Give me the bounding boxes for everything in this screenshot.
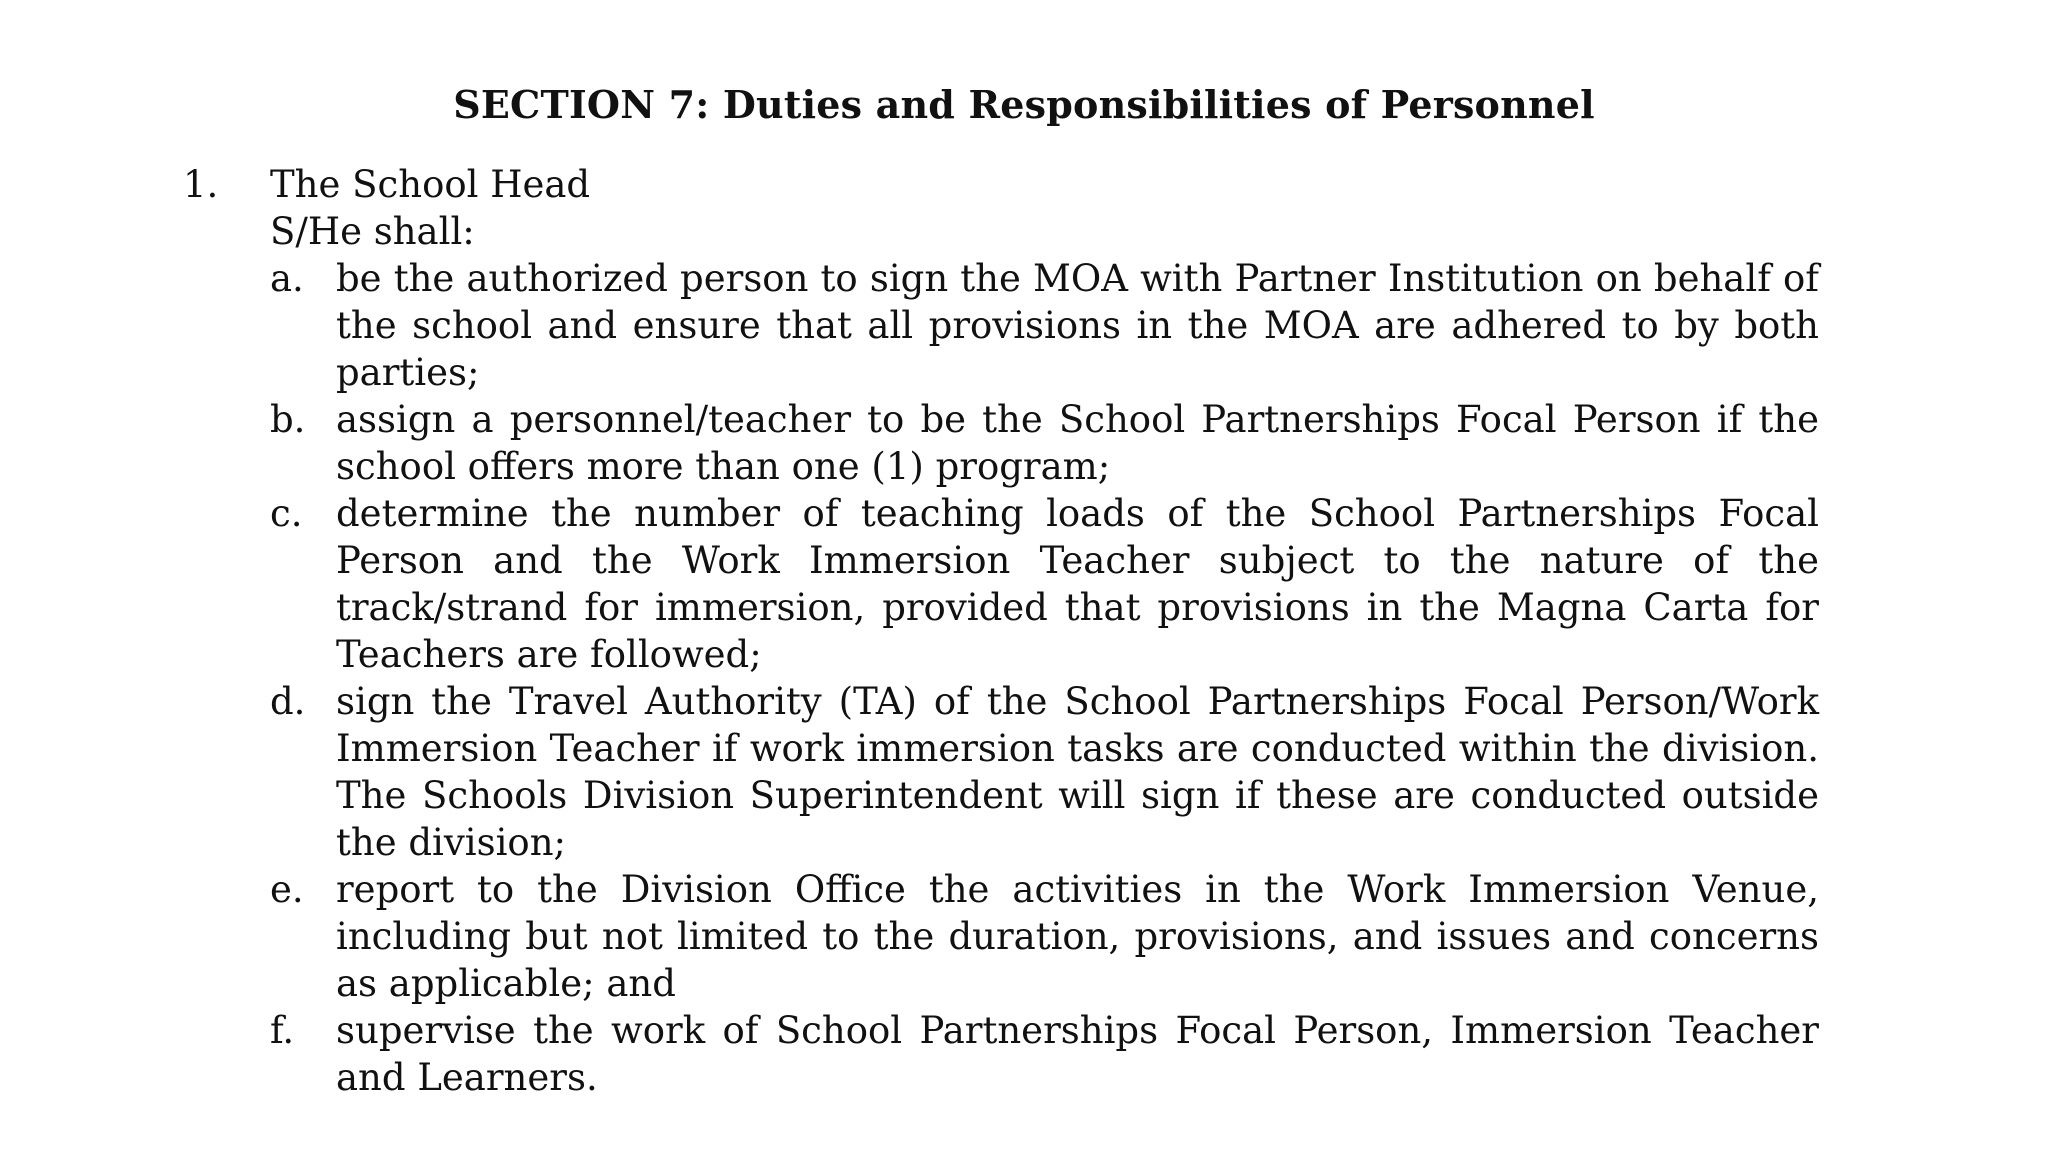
duty-letter: c.	[270, 492, 303, 535]
duty-item-b	[270, 396, 1819, 490]
duty-list	[270, 255, 1823, 1101]
duty-text: be the authorized person to sign the MOA with Partner Institution on behalf of the school and ensure that all provisions in the MOA are adhered to by both parties;	[336, 257, 1819, 394]
duty-letter: e.	[270, 868, 304, 911]
item-number: 1.	[183, 163, 219, 206]
item-heading: The School Head	[270, 163, 591, 206]
item-body	[270, 161, 1823, 1101]
duty-text: assign a personnel/teacher to be the School Partnerships Focal Person if the school offers more than one (1) program;	[336, 398, 1819, 488]
duty-item-a	[270, 255, 1819, 396]
duty-letter: a.	[270, 257, 304, 300]
item-lead: S/He shall:	[270, 210, 475, 253]
duty-text: supervise the work of School Partnerships Focal Person, Immersion Teacher and Learners.	[336, 1009, 1819, 1099]
duty-letter: f.	[270, 1009, 295, 1052]
duty-letter: b.	[270, 398, 306, 441]
duty-item-f	[270, 1007, 1819, 1101]
duty-text: report to the Division Office the activities in the Work Immersion Venue, including but not limited to the duration, provisions, and issues and concerns as applicable; and	[336, 868, 1819, 1005]
duty-letter: d.	[270, 680, 306, 723]
section-title: SECTION 7: Duties and Responsibilities of Personnel	[453, 82, 1595, 127]
duty-item-c	[270, 490, 1819, 678]
duty-text: determine the number of teaching loads of the School Partnerships Focal Person and the Work Immersion Teacher subject to the nature of the track/strand for immersion, provided that provisions in the Magna Carta for Teachers are followed;	[336, 492, 1819, 676]
duty-text: sign the Travel Authority (TA) of the School Partnerships Focal Person/Work Immersion Teacher if work immersion tasks are conducted within the division. The Schools Division Superintendent will sign if these are conducted outside the division;	[336, 680, 1819, 864]
duty-item-e	[270, 866, 1819, 1007]
duty-item-d	[270, 678, 1819, 866]
